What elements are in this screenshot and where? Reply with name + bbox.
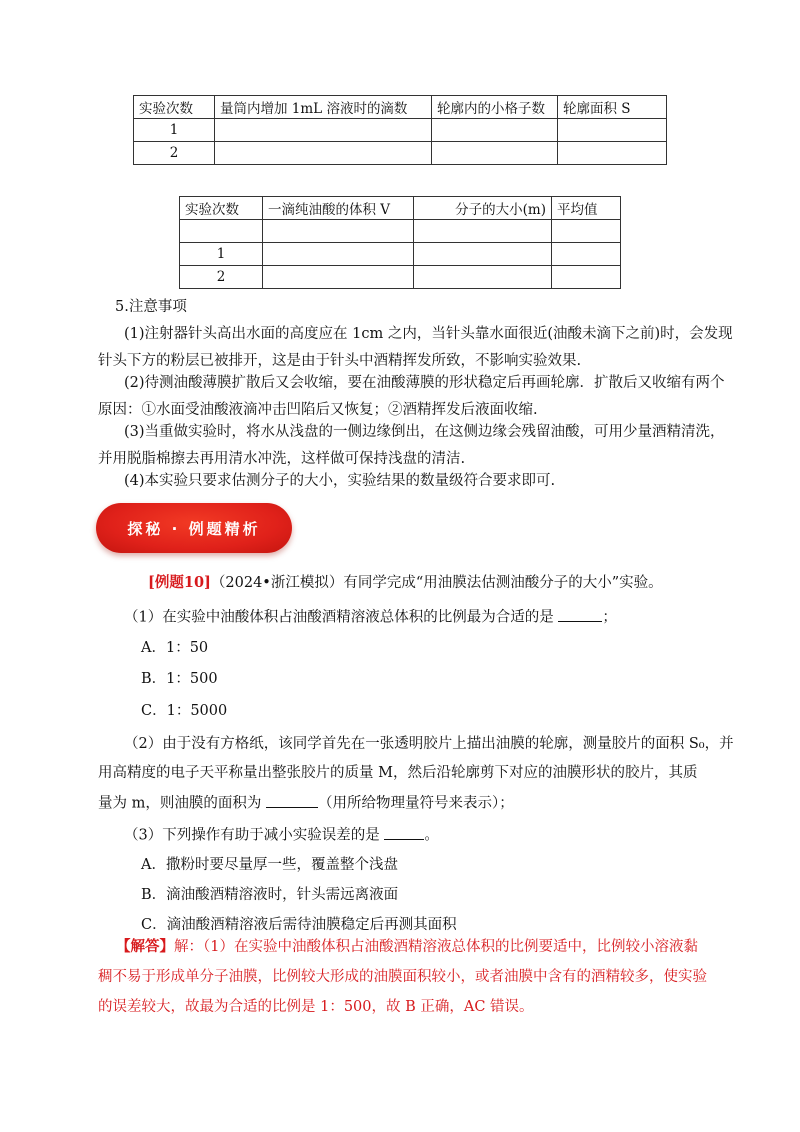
table-header-cell: 实验次数 <box>180 197 263 220</box>
note-1-line-2: 针头下方的粉层已被排开，这是由于针头中酒精挥发所致，不影响实验效果. <box>98 353 582 369</box>
option-1a: A．1：50 <box>141 640 209 656</box>
option-3a: A．撒粉时要尽量厚一些，覆盖整个浅盘 <box>141 857 398 873</box>
table-row <box>180 243 621 266</box>
note-4: (4)本实验只要求估测分子的大小，实验结果的数量级符合要求即可. <box>124 473 556 489</box>
question-1-end: ； <box>602 609 617 626</box>
table-cell <box>432 142 558 165</box>
table-row <box>180 266 621 289</box>
table-cell <box>558 142 667 165</box>
question-2-text: 量为 m，则油膜的面积为 <box>98 795 262 812</box>
table-header-cell: 量筒内增加 1mL 溶液时的滴数 <box>215 96 432 119</box>
table-cell <box>180 220 263 243</box>
table-cell <box>432 119 558 142</box>
table-cell <box>263 266 414 289</box>
note-3-line-1: (3)当重做实验时，将水从浅盘的一侧边缘倒出，在这侧边缘会残留油酸，可用少量酒精清洗， <box>124 424 725 440</box>
answer-block <box>98 932 710 1022</box>
table-cell <box>552 220 621 243</box>
table-header-row <box>134 96 667 119</box>
table-header-cell: 分子的大小(m) <box>414 197 552 220</box>
example-intro-line <box>148 573 750 593</box>
measurement-table <box>133 95 667 165</box>
answer-blank <box>384 824 424 840</box>
table-row <box>134 119 667 142</box>
table-header-cell: 实验次数 <box>134 96 215 119</box>
question-2-line-3 <box>98 792 750 814</box>
result-table <box>179 196 621 289</box>
option-1c: C．1：5000 <box>141 703 228 719</box>
table-cell <box>414 220 552 243</box>
answer-label: 【解答】 <box>116 938 174 955</box>
table-cell <box>414 243 552 266</box>
question-2-line-2: 用高精度的电子天平称量出整张胶片的质量 M，然后沿轮廓剪下对应的油膜形状的胶片，其质 <box>98 765 698 781</box>
table-header-row <box>180 197 621 220</box>
answer-blank <box>266 792 318 808</box>
question-3 <box>124 824 750 846</box>
notes-heading: 5.注意事项 <box>115 299 187 315</box>
table-cell <box>552 243 621 266</box>
note-1-line-1: (1)注射器针头高出水面的高度应在 1cm 之内，当针头靠水面很近(油酸未滴下之前)时，会发现 <box>124 326 733 342</box>
table-cell: 1 <box>134 119 215 142</box>
option-3b: B．滴油酸酒精溶液时，针头需远离液面 <box>141 887 399 903</box>
table-header-cell: 轮廓内的小格子数 <box>432 96 558 119</box>
note-3-line-2: 并用脱脂棉擦去再用清水冲洗，这样做可保持浅盘的清洁. <box>98 451 466 467</box>
table-row <box>180 220 621 243</box>
note-2-line-1: (2)待测油酸薄膜扩散后又会收缩，要在油酸薄膜的形状稳定后再画轮廓．扩散后又收缩有两个 <box>124 375 725 391</box>
question-3-text: （3）下列操作有助于减小实验误差的是 <box>124 827 380 844</box>
question-2-end: （用所给物理量符号来表示）； <box>317 795 514 812</box>
question-1 <box>124 606 750 628</box>
option-3c: C．滴油酸酒精溶液后需待油膜稳定后再测其面积 <box>141 917 457 933</box>
table-cell <box>552 266 621 289</box>
option-1b: B．1：500 <box>141 671 218 687</box>
table-header-cell: 轮廓面积 S <box>558 96 667 119</box>
table-cell <box>263 220 414 243</box>
table-cell: 2 <box>180 266 263 289</box>
note-2-line-2: 原因：①水面受油酸液滴冲击凹陷后又恢复；②酒精挥发后液面收缩. <box>98 402 538 418</box>
table-cell <box>215 142 432 165</box>
question-1-text: （1）在实验中油酸体积占油酸酒精溶液总体积的比例最为合适的是 <box>124 609 554 626</box>
table-cell <box>263 243 414 266</box>
table-cell <box>558 119 667 142</box>
table-header-cell: 一滴纯油酸的体积 V <box>263 197 414 220</box>
table-cell <box>215 119 432 142</box>
table-header-cell: 平均值 <box>552 197 621 220</box>
table-cell <box>414 266 552 289</box>
question-2-line-1: （2）由于没有方格纸，该同学首先在一张透明胶片上描出油膜的轮廓，测量胶片的面积 S₀，并 <box>124 736 734 752</box>
question-3-end: 。 <box>424 827 439 844</box>
answer-blank <box>558 606 602 622</box>
example-intro: （2024•浙江模拟）有同学完成“用油膜法估测油酸分子的大小”实验。 <box>210 575 663 591</box>
table-row <box>134 142 667 165</box>
table-cell: 1 <box>180 243 263 266</box>
section-banner <box>96 503 292 553</box>
answer-text: 解：（1）在实验中油酸体积占油酸酒精溶液总体积的比例要适中，比例较小溶液黏稠不易于形成单分子油膜，比例较大形成的油膜面积较小，或者油膜中含有的酒精较多，使实验的误差较大，故最为合适的比例是 1：500，故 B 正确，AC 错误。 <box>98 939 707 1015</box>
answer-text-wrap <box>98 932 710 1022</box>
example-label: [例题10] <box>148 574 211 591</box>
section-banner-text: 探秘 · 例题精析 <box>127 519 261 538</box>
table-cell: 2 <box>134 142 215 165</box>
